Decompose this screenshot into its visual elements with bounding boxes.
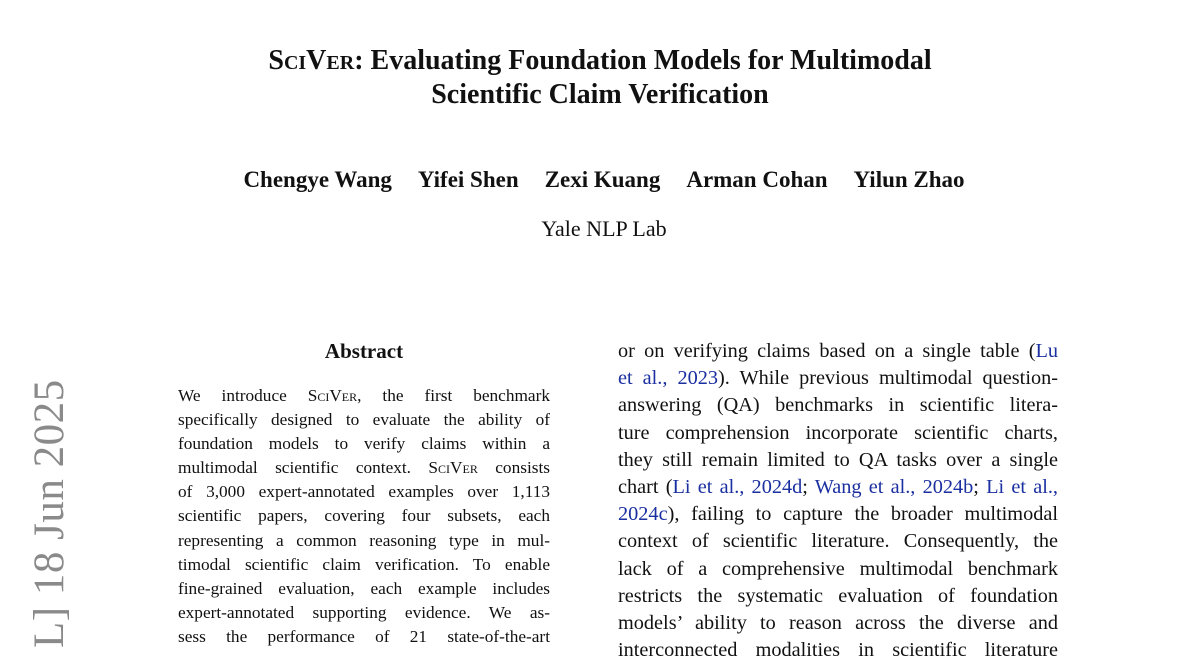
- abstract-line: [178, 456, 550, 480]
- body-line: models’ ability to reason across the diverse and: [618, 612, 1058, 635]
- abstract-body: [178, 384, 550, 649]
- body-line: restricts the systematic evaluation of foundation: [618, 584, 1058, 607]
- body-text: ). While previous multimodal question-: [718, 367, 1058, 390]
- citation-link[interactable]: Wang et al., 2024b: [814, 476, 974, 499]
- title-line-1: [0, 44, 1200, 78]
- paper-title: [0, 44, 1200, 112]
- citation-link[interactable]: et al., 2023: [618, 367, 719, 390]
- abstract-line: of 3,000 expert-annotated examples over 1,113: [178, 482, 550, 502]
- abstract-line: [178, 384, 550, 408]
- body-line: interconnected modalities in scientific literature: [618, 639, 1058, 662]
- abstract-line: scientific papers, covering four subsets, each: [178, 506, 550, 526]
- body-text: chart (: [618, 476, 673, 499]
- body-line: ture comprehension incorporate scientific charts,: [618, 421, 1058, 444]
- author: Zexi Kuang: [544, 167, 661, 192]
- citation-link[interactable]: Li et al.,: [986, 476, 1058, 499]
- abstract-text: We introduce: [178, 386, 308, 405]
- body-line: [618, 338, 1058, 365]
- body-text: ;: [802, 476, 815, 499]
- abstract-line: expert-annotated supporting evidence. We as-: [178, 602, 550, 622]
- abstract-line: fine-grained evaluation, each example includes: [178, 578, 550, 598]
- body-line: [618, 365, 1058, 392]
- citation-link[interactable]: Li et al., 2024d: [672, 476, 803, 499]
- author-list: [0, 166, 1200, 194]
- body-text: or on verifying claims based on a single table (: [618, 340, 1036, 362]
- affiliation: Yale NLP Lab: [541, 216, 667, 241]
- abstract-text: , the first benchmark: [357, 386, 550, 405]
- author: Yifei Shen: [417, 167, 519, 192]
- body-line: lack of a comprehensive multimodal benchmark: [618, 557, 1058, 580]
- abstract-line: specifically designed to evaluate the ability of: [178, 410, 550, 430]
- body-text: ), failing to capture the broader multimodal: [667, 503, 1058, 526]
- author: Chengye Wang: [243, 167, 392, 192]
- body-line: [618, 501, 1058, 528]
- body-line: answering (QA) benchmarks in scientific litera-: [618, 394, 1058, 417]
- author: Yilun Zhao: [853, 167, 965, 192]
- abstract-heading: Abstract: [324, 339, 404, 363]
- abstract-text: multimodal scientific context.: [178, 458, 429, 478]
- body-line: context of scientific literature. Consequently, the: [618, 530, 1058, 553]
- abstract-line: timodal scientific claim verification. To enable: [178, 554, 550, 574]
- citation-link[interactable]: Lu: [1035, 340, 1058, 362]
- abstract-line: foundation models to verify claims within a: [178, 434, 550, 454]
- body-line: they still remain limited to QA tasks over a single: [618, 448, 1058, 471]
- abstract-line: sess the performance of 21 state-of-the-art: [178, 626, 550, 646]
- title-benchmark-name: SciVer: [268, 45, 355, 76]
- body-line: [618, 474, 1058, 501]
- citation-link[interactable]: 2024c: [618, 503, 668, 526]
- abstract-text: consists: [477, 458, 550, 478]
- author: Arman Cohan: [686, 167, 828, 192]
- intro-body-column: [618, 338, 1058, 664]
- arxiv-side-stamp: L] 18 Jun 2025: [26, 379, 73, 648]
- title-line-1-rest: : Evaluating Foundation Models for Multimodal: [354, 45, 932, 76]
- benchmark-name: SciVer: [428, 458, 478, 478]
- title-line-2: Scientific Claim Verification: [431, 79, 769, 110]
- benchmark-name: SciVer: [307, 386, 358, 405]
- abstract-line: representing a common reasoning type in mul-: [178, 530, 550, 550]
- body-text: ;: [973, 476, 987, 499]
